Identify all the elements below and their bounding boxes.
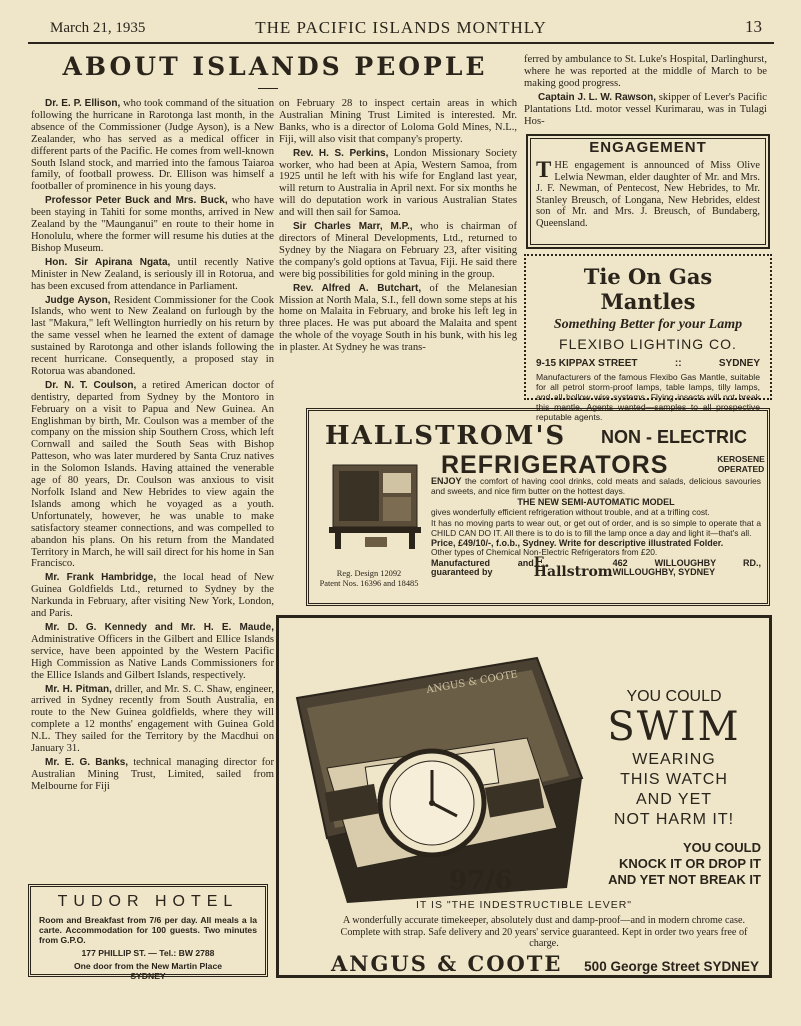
- paragraph: [524, 92, 767, 128]
- paragraph-text: London Missionary Society worker, who had been at Apia, Western Samoa, from 1925 until he left with his wife for England last year, will return to Australia in April next. For six months he will do deputation work in various Australian States and will then sail for Samoa.: [279, 147, 517, 219]
- paragraph-text: ferred by ambulance to St. Luke's Hospital, Darlinghurst, where he was reported at the middle of March to be making good progress.: [524, 54, 767, 89]
- paragraph: [279, 283, 517, 354]
- headline-line-3: AND YET: [635, 791, 713, 808]
- person-name: Mr. H. Pitman,: [45, 683, 112, 695]
- paragraph: [31, 572, 274, 620]
- paragraph-text: technical managing director for Australian Mining Trust, Limited, sailed from Melbourne for Fiji: [31, 756, 274, 792]
- person-name: Rev. H. S. Perkins,: [293, 147, 389, 159]
- running-header: [28, 16, 774, 44]
- paragraph: [31, 98, 274, 193]
- knock-line-3: AND YET NOT BREAK IT: [608, 872, 761, 887]
- enjoy-lead: ENJOY: [431, 476, 462, 486]
- engagement-text: [536, 157, 760, 230]
- watch-in-box-illustration: [287, 638, 587, 908]
- watch-price: 97/6: [449, 866, 513, 896]
- model-text: gives wonderfully efficient refrigeration without trouble, and at a trifling cost.: [431, 506, 710, 517]
- price-text-bold: Price, £49/10/-, f.o.b., Sydney. Write for descriptive illustrated Folder.: [431, 537, 724, 548]
- person-name: Mr. E. G. Banks,: [45, 756, 129, 768]
- gas-ad-company: FLEXIBO LIGHTING CO.: [559, 336, 737, 352]
- article-column-2: [279, 98, 517, 398]
- maker-label: Manufactured and guaranteed by: [431, 557, 534, 578]
- paragraph: [31, 757, 274, 793]
- page-number: 13: [745, 17, 762, 36]
- swim-word: SWIM: [607, 704, 741, 750]
- non-electric-label: NON - ELECTRIC: [601, 427, 747, 447]
- parts-text: It has no moving parts to wear out, or get out of order, and is so simple to operate that a CHILD CAN DO IT. All there is to do is to fill the lamp once a day and light it—that's all.: [431, 518, 761, 538]
- engagement-body: HE engagement is announced of Miss Olive Lelwia Newman, elder daughter of Mr. and Mrs. J. F. Newman, of Pentecost, New Hebrides, to Mr. Stanley Breusch, of Longana, New Hebrides, eldest son of Mr. and Mrs. J. Breusch, of Bundaberg, Queensland.: [536, 160, 760, 229]
- section-title: ABOUT ISLANDS PEOPLE: [62, 52, 488, 81]
- paragraph: [31, 295, 274, 378]
- issue-date: March 21, 1935: [50, 20, 146, 36]
- person-name: Judge Ayson,: [45, 294, 111, 306]
- paragraph-text: the local head of New Guinea Goldfields Ltd., returned to Sydney by the Narkunda in February, after visiting New York, London, and Paris.: [31, 572, 274, 620]
- hotel-address: 177 PHILLIP ST. — Tel.: BW 2788: [81, 948, 215, 958]
- engagement-notice: [526, 134, 770, 249]
- hallstrom-ad: [306, 408, 770, 606]
- gas-mantles-ad: [524, 254, 772, 422]
- patent-numbers: Patent Nos. 16396 and 18485: [319, 578, 419, 588]
- article-column-3: [524, 54, 767, 132]
- paragraph-text: who took command of the situation following the hurricane in Rarotonga last month, in the absence of the Commissioner (Judge Ayson), is a New Zealander, who has served as a medical officer in different parts of the Pacific. He comes from well-known South Island stock, and married into the famous Taiaroa family, of football prowess. Dr. Ellison was himself a footballer of prominence in his young days.: [31, 98, 274, 193]
- refrigerator-illustration: [325, 459, 425, 573]
- person-name: Sir Charles Marr, M.P.,: [293, 221, 413, 233]
- angus-brand: ANGUS & COOTE: [331, 951, 563, 976]
- person-name: Mr. D. G. Kennedy and Mr. H. E. Maude,: [45, 621, 274, 633]
- hallstrom-brand: HALLSTROM'S: [325, 421, 567, 451]
- article-column-1: [31, 98, 274, 877]
- angus-footer: [331, 951, 759, 976]
- angus-address: 500 George Street SYDNEY: [584, 959, 759, 974]
- paragraph-text: skipper of Lever's Pacific Plantations Ltd. motor vessel Kurimarau, was in Tulagi Hos-: [524, 91, 767, 127]
- paragraph: [31, 257, 274, 293]
- gas-ad-address: [536, 358, 760, 369]
- hotel-body: Room and Breakfast from 7/6 per day. All meals a la carte. Accommodation for 100 guests. Two minutes from G.P.O.: [39, 915, 257, 945]
- gas-ad-title: Tie On Gas Mantles: [583, 264, 713, 314]
- paragraph-text: who have been staying in Tahiti for some months, arrived in New Zealand by the "Maunganui" en route to their home in Honolulu, where the former will resume his duties at the Bishop Museum.: [31, 195, 274, 254]
- hotel-city: SYDNEY: [130, 971, 166, 981]
- paragraph: [279, 148, 517, 219]
- box-label: ANGUS & COOTE: [425, 669, 519, 696]
- gas-ad-city: SYDNEY: [718, 358, 760, 369]
- paragraph-text: Administrative Officers in the Gilbert and Ellice Islands service, have been appointed by the Western Pacific High Commission as Native Lands Commissioners for the Ellice Islands and Gilbert Islands, respectively.: [31, 633, 274, 681]
- paragraph: [279, 98, 517, 146]
- paragraph: [31, 684, 274, 755]
- paragraph-text: until recently Native Minister in New Zealand, is seriously ill in Rotorua, and has been excused from attendance in Parliament.: [31, 256, 274, 292]
- refrigerators-heading: REFRIGERATORS: [441, 451, 669, 479]
- maker-address: 462 WILLOUGHBY RD., WILLOUGHBY, SYDNEY: [612, 557, 761, 578]
- headline-line-2: THIS WATCH: [620, 771, 728, 788]
- person-name: Professor Peter Buck and Mrs. Buck,: [45, 195, 228, 207]
- patent-info: [309, 569, 429, 588]
- paragraph: [279, 221, 517, 281]
- model-heading-text: THE NEW SEMI-AUTOMATIC MODEL: [517, 497, 675, 508]
- paragraph-text: of the Melanesian Mission at North Mala, S.I., fell down some steps at his home on Malaita in February, and broke his left leg in three places. He was put aboard the Malaita and spent the whole of the voyage South in his bunk, with his leg in plaster. At Sydney he was trans-: [279, 282, 517, 354]
- tudor-hotel-ad: [28, 884, 268, 981]
- paragraph-text: on February 28 to inspect certain areas in which Australian Mining Trust Limited is interested. Mr. Banks, who is a director of Loloma Gold Mines, N.L., Fiji, will also visit that company's property.: [279, 98, 517, 145]
- headline-line-4: NOT HARM IT!: [613, 811, 735, 828]
- maker-signature: E. Hallstrom: [533, 554, 613, 581]
- paragraph: [31, 195, 274, 255]
- maker-line: [431, 554, 761, 581]
- person-name: Dr. N. T. Coulson,: [45, 379, 137, 391]
- knock-line-1: YOU COULD: [683, 840, 761, 855]
- hotel-name: TUDOR HOTEL: [57, 893, 239, 910]
- gas-ad-body: Manufacturers of the famous Flexibo Gas Mantle, suitable for all petrol storm-proof lamps, table lamps, tilly lamps, and all hollow wire systems. Flying insects will not break this mantle. Agents wanted—samples to all prospective reputable agents.: [536, 372, 760, 422]
- publication-title: THE PACIFIC ISLANDS MONTHLY: [255, 18, 547, 37]
- knock-text: [579, 840, 769, 888]
- refrigerator-icon: [325, 459, 425, 555]
- knock-line-2: KNOCK IT OR DROP IT: [618, 856, 761, 871]
- gas-ad-tagline: Something Better for your Lamp: [553, 317, 743, 332]
- you-could: YOU COULD: [626, 688, 722, 705]
- drop-cap: T: [536, 157, 552, 182]
- angus-headline: [579, 688, 769, 888]
- enjoy-text: [431, 477, 761, 496]
- paragraph: [31, 380, 274, 571]
- person-name: Mr. Frank Hambridge,: [45, 572, 157, 584]
- hallstrom-body: [431, 476, 761, 581]
- gas-ad-separator: ::: [674, 358, 682, 369]
- angus-coote-ad: [276, 615, 772, 978]
- hotel-near: One door from the New Martin Place: [73, 961, 223, 971]
- paragraph-text: a retired American doctor of dentistry, departed from Sydney by the Montoro in February on a visit to Papua and New Guinea. An Englishman by birth, Mr. Coulson was a member of the company on the mission ship Southern Cross, which left Cornwall and sailed the South Seas with Bishop Patteson, who was later murdered by Santa Cruz natives in the Solomon Islands. Having attained the venerable age of 80 years, Dr. Coulson was anxious to visit Norfolk Island and New Hebrides to view again the Islands among which he voyaged as a youth. Unfortunately, however, he was unable to make satisfactory steamer connections, and was compelled to abandon his plans. On his return from the Mandated Territory in March, he will sail direct for his home in San Francisco.: [31, 379, 274, 570]
- indestructible-tagline: IT IS "THE INDESTRUCTIBLE LEVER": [415, 899, 633, 911]
- person-name: Hon. Sir Apirana Ngata,: [45, 256, 171, 268]
- paragraph: [524, 54, 767, 90]
- headline-line-1: WEARING: [632, 751, 716, 768]
- gas-ad-street: 9-15 KIPPAX STREET: [536, 358, 638, 369]
- paragraph-text: Resident Commissioner for the Cook Islands, who went to New Zealand on furlough by the last "Makura," left Wellington hurriedly on his return by the same vessel when he learned the extent of damage sustained by Rarotonga and other islands following the recent hurricane. Consequently, a proposed stay in Rotorua was abandoned.: [31, 294, 274, 377]
- person-name: Rev. Alfred A. Butchart,: [293, 282, 422, 294]
- reg-design: Reg. Design 12092: [336, 569, 402, 578]
- enjoy-body: the comfort of having cool drinks, cold meats and salads, delicious savouries and sweets, and nice firm butter on the hottest days.: [431, 476, 761, 496]
- person-name: Dr. E. P. Ellison,: [45, 98, 121, 109]
- kerosene-label: KEROSENE OPERATED: [717, 454, 765, 474]
- other-types: Other types of Chemical Non-Electric Refrigerators from £20.: [431, 547, 658, 558]
- paragraph-text: who is chairman of directors of Mineral Developments, Ltd., returned to Sydney by the Niagara on February 23, after visiting the company's gold options at Tavua, Fiji. He said there were big possibilities for gold mining in the group.: [279, 221, 517, 280]
- person-name: Captain J. L. W. Rawson,: [538, 91, 657, 103]
- paragraph: [31, 622, 274, 682]
- paragraph-text: driller, and Mr. S. C. Shaw, engineer, arrived in Sydney recently from South Australia, en route to the New Guinea goldfields, where they will complete a 12 months' engagement with Guinea Gold N.L. They sailed for the Territory by the Macdhui on January 31.: [31, 683, 274, 755]
- watch-description: A wonderfully accurate timekeeper, absolutely dust and damp-proof—and in modern chrome case. Complete with strap. Safe delivery and 20 years' service guaranteed. Kept in order two years free of charge.: [340, 915, 748, 949]
- engagement-title: ENGAGEMENT: [589, 139, 707, 156]
- title-rule: [258, 88, 278, 89]
